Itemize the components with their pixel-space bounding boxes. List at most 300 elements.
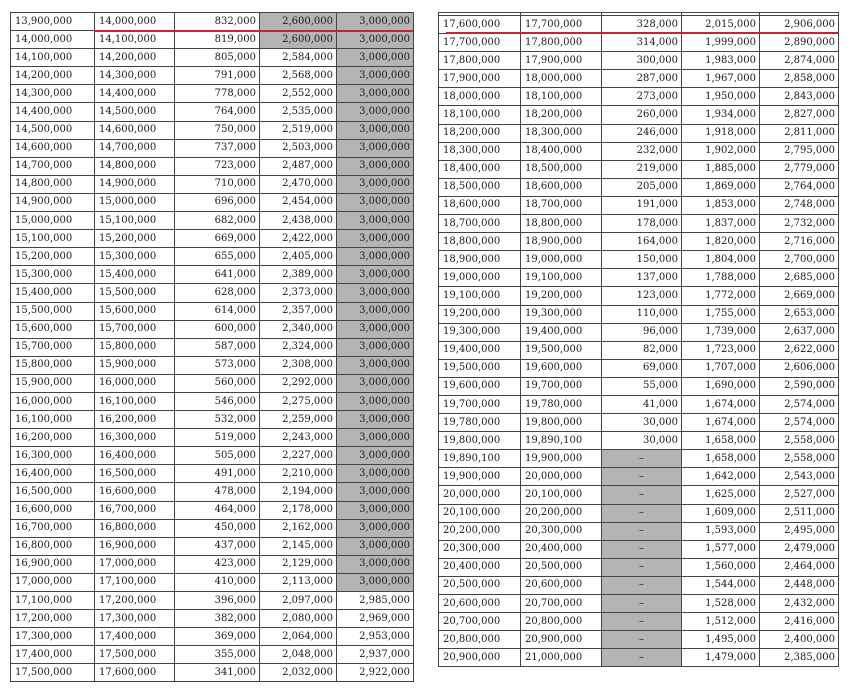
table-cell: 1,674,000 <box>682 414 760 432</box>
table-cell: – <box>602 576 682 594</box>
table-cell: 1,658,000 <box>682 432 760 450</box>
table-row <box>11 230 414 248</box>
table-cell: 16,300,000 <box>95 429 175 447</box>
table-cell: 2,574,000 <box>760 414 839 432</box>
table-cell: 18,300,000 <box>521 124 602 142</box>
table-row <box>11 610 414 628</box>
table-cell: 15,500,000 <box>95 284 175 302</box>
table-cell: 17,200,000 <box>11 610 95 628</box>
table-cell: 16,400,000 <box>11 465 95 483</box>
table-cell: 18,500,000 <box>439 178 521 196</box>
table-cell: 19,100,000 <box>439 287 521 305</box>
table-cell: 15,800,000 <box>11 356 95 374</box>
table-cell: 3,000,000 <box>337 103 414 121</box>
table-cell: 19,500,000 <box>521 341 602 359</box>
table-cell: 1,528,000 <box>682 595 760 613</box>
table-cell: 587,000 <box>175 338 260 356</box>
table-cell: 3,000,000 <box>337 519 414 537</box>
table-cell: 19,000,000 <box>439 269 521 287</box>
table-cell: 2,194,000 <box>260 483 337 501</box>
table-cell: 614,000 <box>175 302 260 320</box>
table-row <box>11 49 414 67</box>
table-cell: 2,400,000 <box>760 631 839 649</box>
table-cell: 19,600,000 <box>521 359 602 377</box>
table-cell: 532,000 <box>175 411 260 429</box>
table-cell: 15,300,000 <box>11 266 95 284</box>
table-cell: 3,000,000 <box>337 266 414 284</box>
table-cell: 18,500,000 <box>521 160 602 178</box>
table-cell: 2,097,000 <box>260 592 337 610</box>
table-cell: 2,922,000 <box>337 664 414 682</box>
table-cell: 1,755,000 <box>682 305 760 323</box>
table-cell: 1,853,000 <box>682 196 760 214</box>
table-row <box>11 447 414 465</box>
table-cell: 1,625,000 <box>682 486 760 504</box>
table-cell: 17,800,000 <box>439 52 521 70</box>
table-cell: 3,000,000 <box>337 374 414 392</box>
table-cell: 20,000,000 <box>439 486 521 504</box>
table-cell: 3,000,000 <box>337 248 414 266</box>
table-cell: 1,918,000 <box>682 124 760 142</box>
table-cell: 3,000,000 <box>337 537 414 555</box>
table-row <box>11 103 414 121</box>
table-cell: 2,308,000 <box>260 356 337 374</box>
table-cell: 16,000,000 <box>11 392 95 410</box>
table-row <box>439 196 839 214</box>
table-cell: 2,953,000 <box>337 628 414 646</box>
table-cell: 2,145,000 <box>260 537 337 555</box>
table-cell: 16,700,000 <box>95 501 175 519</box>
table-cell: 15,400,000 <box>11 284 95 302</box>
table-cell: 2,454,000 <box>260 193 337 211</box>
table-cell: 2,495,000 <box>760 522 839 540</box>
table-cell: 2,113,000 <box>260 573 337 591</box>
table-row <box>439 34 839 52</box>
table-cell: 750,000 <box>175 121 260 139</box>
table-cell: – <box>602 540 682 558</box>
table-cell: 15,000,000 <box>11 212 95 230</box>
table-cell: 519,000 <box>175 429 260 447</box>
table-cell: 2,162,000 <box>260 519 337 537</box>
table-row <box>439 341 839 359</box>
table-cell: 1,674,000 <box>682 395 760 413</box>
table-cell: 1,642,000 <box>682 468 760 486</box>
table-row <box>11 248 414 266</box>
table-cell: 16,800,000 <box>95 519 175 537</box>
table-cell: 17,400,000 <box>11 646 95 664</box>
table-cell: 3,000,000 <box>337 338 414 356</box>
table-cell: 1,479,000 <box>682 649 760 667</box>
table-cell: 19,890,100 <box>521 432 602 450</box>
table-cell: 3,000,000 <box>337 13 414 31</box>
table-cell: 18,600,000 <box>521 178 602 196</box>
table-cell: 14,700,000 <box>11 157 95 175</box>
table-cell: 14,100,000 <box>95 31 175 49</box>
table-cell: 314,000 <box>602 34 682 52</box>
table-row <box>11 193 414 211</box>
table-cell: – <box>602 522 682 540</box>
table-cell: 1,983,000 <box>682 52 760 70</box>
table-cell: 15,300,000 <box>95 248 175 266</box>
table-cell: 3,000,000 <box>337 31 414 49</box>
table-cell: 17,600,000 <box>439 16 521 34</box>
table-row <box>439 576 839 594</box>
table-cell: 573,000 <box>175 356 260 374</box>
table-row <box>11 519 414 537</box>
table-cell: 14,100,000 <box>11 49 95 67</box>
table-cell: 2,259,000 <box>260 411 337 429</box>
table-cell: 14,700,000 <box>95 139 175 157</box>
table-cell: 18,100,000 <box>521 88 602 106</box>
table-cell: 205,000 <box>602 178 682 196</box>
table-cell: 819,000 <box>175 31 260 49</box>
table-cell: 19,780,000 <box>521 395 602 413</box>
table-cell: 723,000 <box>175 157 260 175</box>
table-row <box>439 432 839 450</box>
table-cell: 20,300,000 <box>439 540 521 558</box>
table-cell: 3,000,000 <box>337 429 414 447</box>
table-cell: 20,900,000 <box>521 631 602 649</box>
table-cell: 19,900,000 <box>439 468 521 486</box>
table-row <box>439 558 839 576</box>
table-cell: 15,800,000 <box>95 338 175 356</box>
table-row <box>11 537 414 555</box>
table-cell: 2,487,000 <box>260 157 337 175</box>
table-cell: 15,200,000 <box>11 248 95 266</box>
table-cell: 14,000,000 <box>11 31 95 49</box>
table-row <box>439 359 839 377</box>
table-cell: 19,200,000 <box>521 287 602 305</box>
table-cell: 14,200,000 <box>95 49 175 67</box>
table-cell: 3,000,000 <box>337 212 414 230</box>
table-cell: 1,723,000 <box>682 341 760 359</box>
left-table <box>10 12 414 682</box>
table-cell: 18,800,000 <box>521 215 602 233</box>
table-cell: 2,527,000 <box>760 486 839 504</box>
table-cell: 2,324,000 <box>260 338 337 356</box>
table-row <box>439 305 839 323</box>
table-cell: 16,700,000 <box>11 519 95 537</box>
table-row <box>439 142 839 160</box>
table-cell: 3,000,000 <box>337 193 414 211</box>
table-cell: 2,716,000 <box>760 233 839 251</box>
table-cell: 2,843,000 <box>760 88 839 106</box>
table-cell: 1,739,000 <box>682 323 760 341</box>
table-row <box>439 16 839 34</box>
table-cell: 560,000 <box>175 374 260 392</box>
table-row <box>439 106 839 124</box>
table-cell: 2,685,000 <box>760 269 839 287</box>
table-cell: 396,000 <box>175 592 260 610</box>
table-cell: 17,700,000 <box>521 16 602 34</box>
table-cell: 19,500,000 <box>439 359 521 377</box>
table-cell: 1,950,000 <box>682 88 760 106</box>
table-cell: 17,600,000 <box>95 664 175 682</box>
table-cell: 2,432,000 <box>760 595 839 613</box>
table-cell: 832,000 <box>175 13 260 31</box>
table-cell: 17,500,000 <box>95 646 175 664</box>
table-cell: 17,500,000 <box>11 664 95 682</box>
table-cell: 20,100,000 <box>439 504 521 522</box>
table-cell: 3,000,000 <box>337 85 414 103</box>
table-cell: 3,000,000 <box>337 447 414 465</box>
table-cell: 1,544,000 <box>682 576 760 594</box>
table-cell: 19,900,000 <box>521 450 602 468</box>
table-cell: 3,000,000 <box>337 320 414 338</box>
table-cell: 341,000 <box>175 664 260 682</box>
table-row <box>439 540 839 558</box>
table-cell: 18,700,000 <box>521 196 602 214</box>
table-row <box>11 664 414 682</box>
table-cell: 14,000,000 <box>95 13 175 31</box>
table-cell: 491,000 <box>175 465 260 483</box>
table-row <box>11 157 414 175</box>
table-cell: 669,000 <box>175 230 260 248</box>
table-cell: 3,000,000 <box>337 356 414 374</box>
table-cell: 3,000,000 <box>337 573 414 591</box>
table-cell: 355,000 <box>175 646 260 664</box>
table-cell: 3,000,000 <box>337 175 414 193</box>
table-cell: 19,400,000 <box>439 341 521 359</box>
table-row <box>11 139 414 157</box>
table-cell: 19,200,000 <box>439 305 521 323</box>
table-row <box>439 486 839 504</box>
table-cell: 505,000 <box>175 447 260 465</box>
table-cell: 20,200,000 <box>439 522 521 540</box>
table-cell: 2,600,000 <box>260 31 337 49</box>
table-cell: 478,000 <box>175 483 260 501</box>
table-cell: 2,606,000 <box>760 359 839 377</box>
table-cell: 150,000 <box>602 251 682 269</box>
table-cell: 19,700,000 <box>521 377 602 395</box>
table-cell: 14,500,000 <box>11 121 95 139</box>
table-cell: – <box>602 631 682 649</box>
table-row <box>439 414 839 432</box>
table-cell: 1,707,000 <box>682 359 760 377</box>
table-cell: 2,874,000 <box>760 52 839 70</box>
table-cell: 696,000 <box>175 193 260 211</box>
table-cell: 2,558,000 <box>760 432 839 450</box>
table-cell: 2,779,000 <box>760 160 839 178</box>
table-cell: 1,495,000 <box>682 631 760 649</box>
table-cell: 15,600,000 <box>11 320 95 338</box>
table-cell: 164,000 <box>602 233 682 251</box>
table-cell: 2,511,000 <box>760 504 839 522</box>
table-cell: 2,015,000 <box>682 16 760 34</box>
table-cell: 20,400,000 <box>439 558 521 576</box>
table-cell: 20,300,000 <box>521 522 602 540</box>
table-cell: – <box>602 613 682 631</box>
table-cell: 2,985,000 <box>337 592 414 610</box>
table-cell: 260,000 <box>602 106 682 124</box>
table-cell: 2,764,000 <box>760 178 839 196</box>
table-cell: 17,300,000 <box>11 628 95 646</box>
table-cell: 437,000 <box>175 537 260 555</box>
table-cell: 2,275,000 <box>260 392 337 410</box>
table-cell: 19,600,000 <box>439 377 521 395</box>
table-cell: 737,000 <box>175 139 260 157</box>
table-cell: 19,000,000 <box>521 251 602 269</box>
table-cell: 3,000,000 <box>337 411 414 429</box>
table-cell: 17,900,000 <box>439 70 521 88</box>
table-cell: 2,080,000 <box>260 610 337 628</box>
table-cell: 2,622,000 <box>760 341 839 359</box>
table-row <box>11 628 414 646</box>
table-cell: 2,543,000 <box>760 468 839 486</box>
table-row <box>11 483 414 501</box>
table-cell: 1,837,000 <box>682 215 760 233</box>
table-cell: 20,200,000 <box>521 504 602 522</box>
table-cell: 2,558,000 <box>760 450 839 468</box>
table-cell: 16,500,000 <box>11 483 95 501</box>
table-cell: 2,464,000 <box>760 558 839 576</box>
table-cell: 16,200,000 <box>11 429 95 447</box>
table-cell: 20,800,000 <box>521 613 602 631</box>
table-row <box>439 323 839 341</box>
table-cell: 2,574,000 <box>760 395 839 413</box>
table-cell: 464,000 <box>175 501 260 519</box>
table-cell: – <box>602 468 682 486</box>
table-cell: 14,200,000 <box>11 67 95 85</box>
table-cell: 682,000 <box>175 212 260 230</box>
table-cell: 14,400,000 <box>11 103 95 121</box>
table-cell: 19,300,000 <box>521 305 602 323</box>
table-row <box>439 251 839 269</box>
table-row <box>11 646 414 664</box>
table-row <box>11 573 414 591</box>
table-cell: 20,900,000 <box>439 649 521 667</box>
table-cell: 2,064,000 <box>260 628 337 646</box>
table-cell: 1,999,000 <box>682 34 760 52</box>
table-cell: 2,032,000 <box>260 664 337 682</box>
left-red-rule <box>94 30 413 32</box>
table-cell: 1,788,000 <box>682 269 760 287</box>
table-cell: 300,000 <box>602 52 682 70</box>
table-cell: 3,000,000 <box>337 302 414 320</box>
table-cell: 14,900,000 <box>95 175 175 193</box>
table-row <box>439 613 839 631</box>
table-cell: 2,906,000 <box>760 16 839 34</box>
table-row <box>439 160 839 178</box>
table-cell: 16,600,000 <box>95 483 175 501</box>
table-cell: 19,800,000 <box>521 414 602 432</box>
table-cell: 30,000 <box>602 414 682 432</box>
table-cell: 19,700,000 <box>439 395 521 413</box>
table-cell: 16,800,000 <box>11 537 95 555</box>
table-cell: 2,748,000 <box>760 196 839 214</box>
table-cell: 16,100,000 <box>95 392 175 410</box>
table-cell: 2,385,000 <box>760 649 839 667</box>
table-cell: 191,000 <box>602 196 682 214</box>
table-cell: 2,519,000 <box>260 121 337 139</box>
table-cell: 655,000 <box>175 248 260 266</box>
table-cell: – <box>602 504 682 522</box>
table-row <box>11 212 414 230</box>
table-cell: 1,902,000 <box>682 142 760 160</box>
table-row <box>439 269 839 287</box>
table-cell: 20,700,000 <box>521 595 602 613</box>
table-cell: 641,000 <box>175 266 260 284</box>
table-cell: 1,869,000 <box>682 178 760 196</box>
table-cell: 2,827,000 <box>760 106 839 124</box>
table-cell: 3,000,000 <box>337 501 414 519</box>
table-row <box>439 287 839 305</box>
table-cell: 2,669,000 <box>760 287 839 305</box>
table-cell: 2,178,000 <box>260 501 337 519</box>
table-cell: – <box>602 486 682 504</box>
table-row <box>11 338 414 356</box>
table-cell: 3,000,000 <box>337 139 414 157</box>
table-cell: 18,400,000 <box>439 160 521 178</box>
table-cell: 18,400,000 <box>521 142 602 160</box>
table-cell: 410,000 <box>175 573 260 591</box>
table-cell: 1,820,000 <box>682 233 760 251</box>
table-cell: 30,000 <box>602 432 682 450</box>
table-row <box>439 233 839 251</box>
table-cell: 17,700,000 <box>439 34 521 52</box>
table-cell: 1,885,000 <box>682 160 760 178</box>
table-row <box>11 175 414 193</box>
table-cell: 1,690,000 <box>682 377 760 395</box>
table-cell: 18,200,000 <box>439 124 521 142</box>
table-cell: 1,934,000 <box>682 106 760 124</box>
table-cell: 546,000 <box>175 392 260 410</box>
table-cell: 14,400,000 <box>95 85 175 103</box>
table-row <box>11 374 414 392</box>
table-cell: 16,900,000 <box>95 537 175 555</box>
table-cell: 16,200,000 <box>95 411 175 429</box>
table-cell: 2,600,000 <box>260 13 337 31</box>
table-cell: 15,700,000 <box>11 338 95 356</box>
table-row <box>439 468 839 486</box>
table-cell: 3,000,000 <box>337 230 414 248</box>
table-row <box>11 121 414 139</box>
table-cell: 3,000,000 <box>337 67 414 85</box>
table-cell: 17,400,000 <box>95 628 175 646</box>
table-cell: 15,400,000 <box>95 266 175 284</box>
table-cell: 19,800,000 <box>439 432 521 450</box>
table-cell: 382,000 <box>175 610 260 628</box>
table-cell: 20,800,000 <box>439 631 521 649</box>
table-cell: 18,900,000 <box>439 251 521 269</box>
table-cell: 123,000 <box>602 287 682 305</box>
table-cell: 1,804,000 <box>682 251 760 269</box>
table-cell: 20,100,000 <box>521 486 602 504</box>
table-row <box>439 504 839 522</box>
table-cell: 19,100,000 <box>521 269 602 287</box>
table-row <box>11 411 414 429</box>
table-cell: 15,900,000 <box>95 356 175 374</box>
table-cell: 3,000,000 <box>337 49 414 67</box>
table-cell: 2,373,000 <box>260 284 337 302</box>
table-cell: 2,438,000 <box>260 212 337 230</box>
table-cell: 16,600,000 <box>11 501 95 519</box>
table-cell: 16,400,000 <box>95 447 175 465</box>
table-cell: 1,967,000 <box>682 70 760 88</box>
table-cell: 778,000 <box>175 85 260 103</box>
table-row <box>439 124 839 142</box>
table-cell: 273,000 <box>602 88 682 106</box>
table-cell: 2,405,000 <box>260 248 337 266</box>
table-cell: 15,200,000 <box>95 230 175 248</box>
table-row <box>11 465 414 483</box>
table-cell: 82,000 <box>602 341 682 359</box>
table-cell: 18,000,000 <box>439 88 521 106</box>
table-cell: – <box>602 649 682 667</box>
table-cell: 14,800,000 <box>95 157 175 175</box>
table-row <box>439 450 839 468</box>
table-cell: 21,000,000 <box>521 649 602 667</box>
